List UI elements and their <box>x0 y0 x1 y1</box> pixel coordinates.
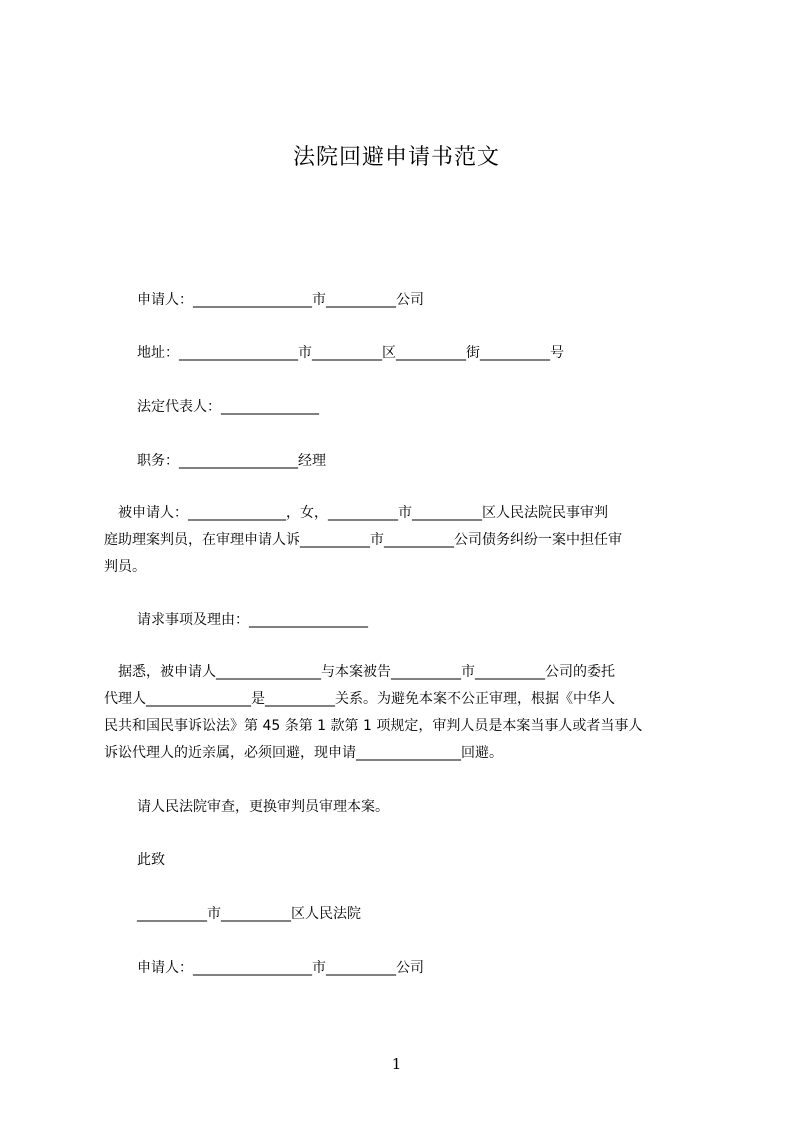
respondent-line-1: 被申请人：______________，女，__________市__________区人民法院民事审判 <box>104 505 608 521</box>
legal-representative-line: 法定代表人：______________ <box>137 399 319 415</box>
reasons-line-2: 代理人_______________是__________关系。为避免本案不公正审理，根据《中华人 <box>104 691 615 707</box>
respondent-line-3: 判员。 <box>104 559 146 575</box>
review-request-line: 请人民法院审查，更换审判员审理本案。 <box>137 799 389 815</box>
applicant-line: 申请人：_________________市__________公司 <box>137 292 424 308</box>
reasons-line-4: 诉讼代理人的近亲属，必须回避，现申请_______________回避。 <box>104 745 503 761</box>
court-line: __________市__________区人民法院 <box>137 906 361 922</box>
respondent-paragraph <box>104 500 696 581</box>
applicant-signature-line: 申请人：_________________市__________公司 <box>137 960 424 976</box>
position-line: 职务：_________________经理 <box>137 453 326 469</box>
reasons-line-1: 据悉，被申请人_______________与本案被告__________市__________公司的委托 <box>104 664 615 680</box>
respondent-line-2: 庭助理案判员，在审理申请人诉__________市__________公司债务纠纷一案中担任审 <box>104 532 622 548</box>
salutation: 此致 <box>137 852 165 868</box>
reasons-paragraph <box>104 659 696 767</box>
request-line: 请求事项及理由：_________________ <box>137 612 368 628</box>
document-title: 法院回避申请书范文 <box>292 145 500 170</box>
reasons-line-3: 民共和国民事诉讼法》第 45 条第 1 款第 1 项规定，审判人员是本案当事人或者当事人 <box>104 718 643 734</box>
address-line: 地址：_________________市__________区__________街__________号 <box>137 345 564 361</box>
page-number: 1 <box>391 1055 402 1073</box>
